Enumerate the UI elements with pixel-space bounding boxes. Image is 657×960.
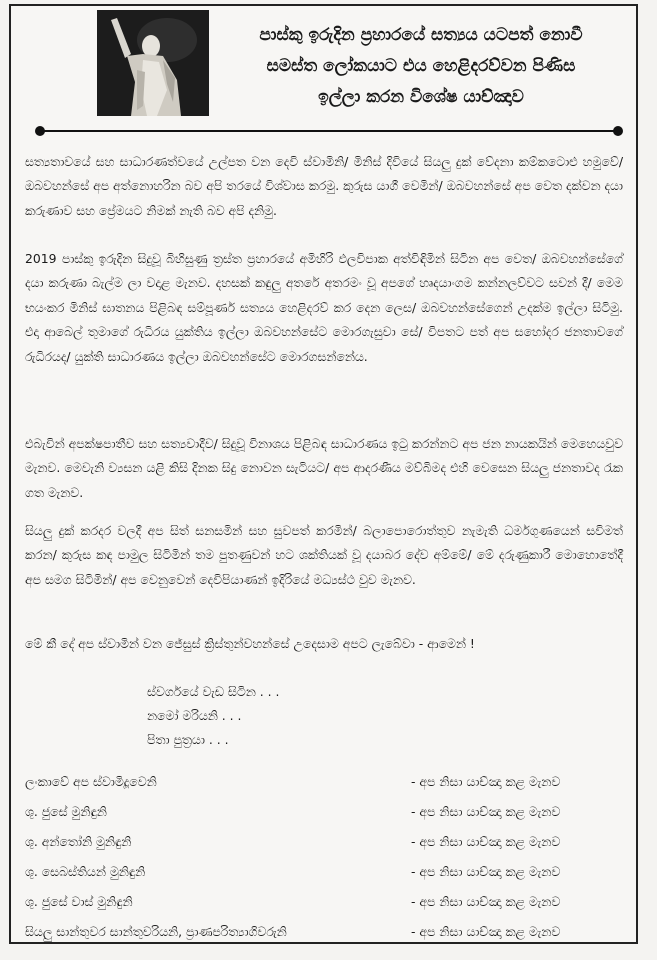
litany-response: - අප නිසා යාච්ඤා කළ මැනව <box>411 894 561 909</box>
litany-row <box>25 860 625 890</box>
title-line-3: ඉල්ලා කරන විශේෂ යාච්ඤාව <box>318 87 524 107</box>
litany-saint: සියලු සාන්තුවර සාන්තුවරියනි, ප්‍රාණපරිත්‍යාගිවරුනි <box>25 924 287 939</box>
title-line-2: සමස්ත ලෝකයාට එය හෙළිදරව්වන පිණිස <box>266 56 576 76</box>
paragraph-3: එබැවින් අපක්ෂපාතීව සහ සත්‍යවාදීව/ සිදුවූ විනාශය පිළිබඳ සාධාරණය ඉටු කරන්නට අප ජන නායකයින් මෙහෙයවුව මැනව. මෙවැනි ව්‍යසන යළි කිසි දිනක සිදු නොවන සැටියට/ අප ආදරණීය මව්බිමද එහි වෙසෙන සියලු ජනතාවද රැක ගත මැනව. <box>25 436 623 500</box>
litany-response: - අප නිසා යාච්ඤා කළ මැනව <box>411 864 561 879</box>
statue-image <box>97 10 209 116</box>
litany-response: - අප නිසා යාච්ඤා කළ මැනව <box>411 924 561 939</box>
prayer-sheet <box>9 4 638 944</box>
litany-saint: ශු. ජුසේ මුනිඳුනි <box>25 804 107 819</box>
invocation-item: නමෝ මරියනි . . . <box>147 707 242 723</box>
invocation-item: ස්වර්ගයේ වැඩ සිටින . . . <box>147 684 280 699</box>
litany-saint: ශු. ජුසේ වාස් මුනිඳුනි <box>25 894 133 909</box>
paragraph-1: සත්‍යතාවයේ සහ සාධාරණත්වයේ උල්පත වන දෙවි ස්වාමිනි/ මිනිස් දිවියේ සියලු දුක් වේදනා කම්කටොළු හමුවේ/ ඔබවහන්සේ අප අත්නොහරින බව අපි තරයේ විශ්වාස කරමු. කුරුස යාගී වෙමින්/ ඔබවහන්සේ අප වෙත දක්වන දයා කරුණාව සහ ප්‍රේමයට නිමක් නැති බව අපි දනිමු. <box>25 154 623 218</box>
divider-line <box>41 130 617 132</box>
litany-row <box>25 770 625 800</box>
invocation-item: පිතා පුත්‍රයා . . . <box>147 731 229 747</box>
litany <box>25 770 625 950</box>
paragraph-2: 2019 පාස්කු ඉරුදින සිදුවූ බිහිසුණු ත්‍රස්ත ප්‍රහාරයේ අමිහිරි ඵලවිපාක අත්විඳිමින් සිටින අප වෙත/ ඔබවහන්සේගේ දයා කරුණා බැල්ම ලා වදාළ මැනව. දහසක් කඳුලු අතරේ අතරමං වූ අපගේ හෘදයාංගම කන්නලව්වට සවන් දී/ මෙම භයංකර මිනිස් ඝාතනය පිළිබඳ සම්පූර්ණ සත්‍යය හෙළිදරව් කර දෙන ලෙස/ ඔබවහන්සේගෙන් උදක්ම ඉල්ලා සිටිමු. එදා ආබෙල් තුමාගේ රුධිරය යුක්තිය ඉල්ලා ඔබවහන්සේට මොරගැසුවා සේ/ විපතට පත් අප සහෝදර ජනතාවගේ රුධිරයද/ යුක්ති සාධාරණය ඉල්ලා ඔබවහන්සේට මොරගසන්නේය. <box>25 251 623 364</box>
litany-response: - අප නිසා යාච්ඤා කළ මැනව <box>411 804 561 819</box>
decorative-divider <box>35 126 623 136</box>
litany-row <box>25 800 625 830</box>
risen-christ-statue-photo <box>97 10 209 116</box>
prayer-title <box>211 20 631 113</box>
litany-row <box>25 830 625 860</box>
litany-row <box>25 890 625 920</box>
divider-dot-right <box>613 126 623 136</box>
litany-response: - අප නිසා යාච්ඤා කළ මැනව <box>411 774 561 789</box>
litany-saint: ශු. අන්තෝනි මුනිඳුනි <box>25 834 132 849</box>
title-line-1: පාස්කු ඉරුදින ප්‍රහාරයේ සත්‍යය යටපත් නොවී <box>259 25 583 45</box>
invocation-list <box>147 680 279 751</box>
litany-row <box>25 920 625 950</box>
closing-paragraph: මේ කී දේ අප ස්වාමින් වන ජේසුස් ක්‍රිස්තුන්වහන්සේ උදෙසාම අපට ලැබේවා - ආමෙන් ! <box>25 636 475 651</box>
paragraph-4: සියලු දුක් කරදර වලදී අප සිත් සනසමින් සහ සුවපත් කරමින්/ බලාපොරොත්තුව නැමැති ධර්මගුණයෙන් සවිමත් කරන/ කුරුස කඳ පාමුල සිටිමින් තම පුතණුවන් හට ශක්තියක් වූ දයාබර දේව අම්මේ/ මේ දරුණුකාරී මොහොතේදී අප සමග සිටිමින්/ අප වෙනුවෙන් දෙවිපියාණන් ඉදිරියේ මධ්‍යස්ථ වුව මැනව. <box>25 523 623 587</box>
litany-response: - අප නිසා යාච්ඤා කළ මැනව <box>411 834 561 849</box>
litany-saint: ලංකාවේ අප ස්වාමිදූවෙනි <box>25 774 157 789</box>
litany-saint: ශු. සෙබස්තියන් මුනිඳුනි <box>25 864 146 879</box>
